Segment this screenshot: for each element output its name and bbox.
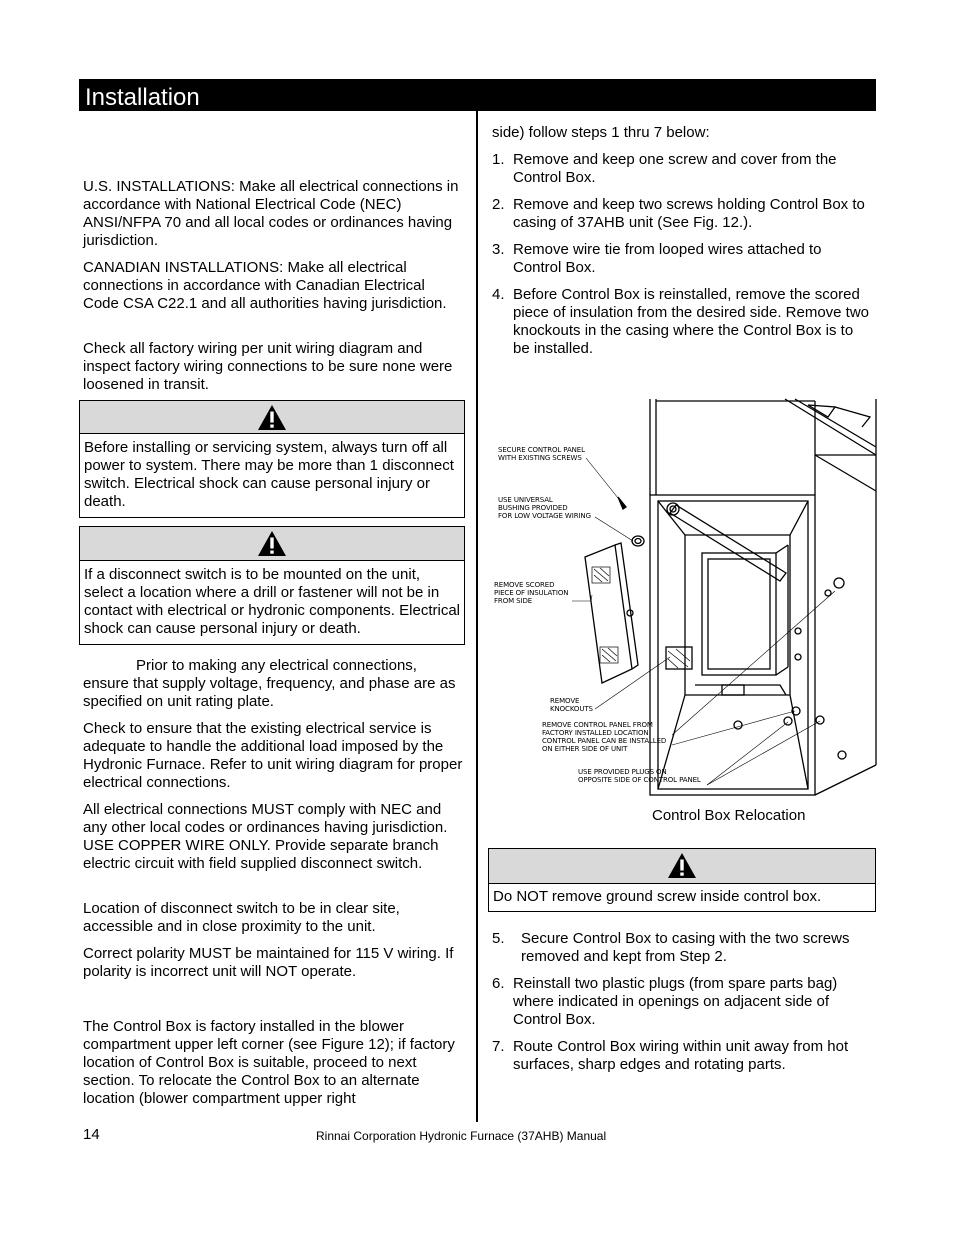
nec-compliance-paragraph: All electrical connections MUST comply with NEC and any other local codes or ordinances having jurisdiction. USE COPPER WIRE ONLY. Provide separate branch electric circuit with field supplied disconnect switch. (83, 801, 448, 872)
figure-label: REMOVE SCORED (494, 581, 555, 589)
warning-text-power: Before installing or servicing system, always turn off all power to system. There may be more than 1 disconnect switch. Electrical shock can cause personal injury or death. (84, 439, 454, 510)
warning-box-power (79, 400, 465, 518)
warning-header (489, 849, 875, 884)
figure-label: SECURE CONTROL PANEL (498, 446, 585, 454)
electrical-service-paragraph: Check to ensure that the existing electrical service is adequate to handle the additional load imposed by the Hydronic Furnace. Refer to unit wiring diagram for proper electrical connections. (83, 720, 463, 791)
figure-label: OPPOSITE SIDE OF CONTROL PANEL (578, 776, 701, 784)
list-item: 4. Before Control Box is reinstalled, remove the scored piece of insulation from the desired side. Remove two knockouts in the casing where the Control Box is to be installed. (492, 286, 870, 357)
canadian-installations-paragraph: CANADIAN INSTALLATIONS: Make all electrical connections in accordance with Canadian Electrical Code CSA C22.1 and all authorities having jurisdiction. (83, 259, 447, 312)
figure-label: CONTROL PANEL CAN BE INSTALLED (542, 737, 667, 745)
figure-label: REMOVE (550, 697, 580, 705)
warning-text-ground-screw: Do NOT remove ground screw inside control box. (493, 888, 822, 905)
manual-title: Rinnai Corporation Hydronic Furnace (37AHB) Manual (316, 1129, 607, 1143)
warning-box-ground-screw (488, 848, 876, 912)
list-item: 6. Reinstall two plastic plugs (from spare parts bag) where indicated in openings on adjacent side of Control Box. (492, 975, 838, 1028)
figure-label: FACTORY INSTALLED LOCATION (542, 729, 649, 737)
page-number: 14 (83, 1126, 100, 1143)
polarity-paragraph: Correct polarity MUST be maintained for 115 V wiring. If polarity is incorrect unit will NOT operate. (83, 945, 454, 980)
warning-text-disconnect: If a disconnect switch is to be mounted on the unit, select a location where a drill or fastener will not be in contact with electrical or hydronic components. Electrical shock can cause personal injury or death. (84, 566, 460, 637)
warning-header (80, 401, 464, 434)
section-header-bar (79, 79, 876, 111)
list-item: 1. Remove and keep one screw and cover from the Control Box. (492, 151, 837, 186)
steps-list-1-4 (492, 151, 872, 367)
warning-header (80, 527, 464, 561)
list-item: 5. Secure Control Box to casing with the two screws removed and kept from Step 2. (492, 930, 850, 965)
figure-label: WITH EXISTING SCREWS (498, 454, 582, 462)
control-box-paragraph: The Control Box is factory installed in the blower compartment upper left corner (see Figure 12); if factory location of Control Box is suitable, proceed to next section. To relocate the Control Box to an alternate location (blower compartment upper right (83, 1018, 455, 1107)
column-divider (476, 111, 478, 1122)
figure-label: KNOCKOUTS (550, 705, 593, 713)
list-item: 3. Remove wire tie from looped wires attached to Control Box. (492, 241, 822, 276)
figure-label: FROM SIDE (494, 597, 533, 605)
warning-box-disconnect (79, 526, 465, 645)
steps-intro: side) follow steps 1 thru 7 below: (492, 124, 710, 141)
disconnect-location-paragraph: Location of disconnect switch to be in clear site, accessible and in close proximity to the unit. (83, 900, 400, 935)
list-item: 2. Remove and keep two screws holding Control Box to casing of 37AHB unit (See Fig. 12.). (492, 196, 865, 231)
warning-triangle-icon (667, 852, 697, 879)
figure-label: USE PROVIDED PLUGS ON (578, 768, 667, 776)
figure-label: REMOVE CONTROL PANEL FROM (542, 721, 653, 729)
list-item: 7. Route Control Box wiring within unit away from hot surfaces, sharp edges and rotating parts. (492, 1038, 849, 1073)
steps-list-5-7 (492, 930, 872, 1083)
control-box-relocation-figure (490, 395, 882, 797)
figure-label: ON EITHER SIDE OF UNIT (542, 745, 628, 753)
figure-label: BUSHING PROVIDED (498, 504, 568, 512)
check-wiring-paragraph: Check all factory wiring per unit wiring diagram and inspect factory wiring connections to be sure none were loosened in transit. (83, 340, 453, 393)
warning-triangle-icon (257, 404, 287, 431)
section-title: Installation (85, 84, 200, 111)
figure-label: PIECE OF INSULATION (494, 589, 569, 597)
supply-voltage-paragraph: Prior to making any electrical connections, ensure that supply voltage, frequency, and phase are as specified on unit rating plate. (83, 657, 456, 710)
figure-label: USE UNIVERSAL (498, 496, 553, 504)
figure-label: FOR LOW VOLTAGE WIRING (498, 512, 591, 520)
warning-triangle-icon (257, 530, 287, 557)
us-installations-paragraph: U.S. INSTALLATIONS: Make all electrical connections in accordance with National Electrical Code (NEC) ANSI/NFPA 70 and all local codes or ordinances having jurisdiction. (83, 178, 459, 249)
figure-caption: Control Box Relocation (652, 807, 806, 824)
